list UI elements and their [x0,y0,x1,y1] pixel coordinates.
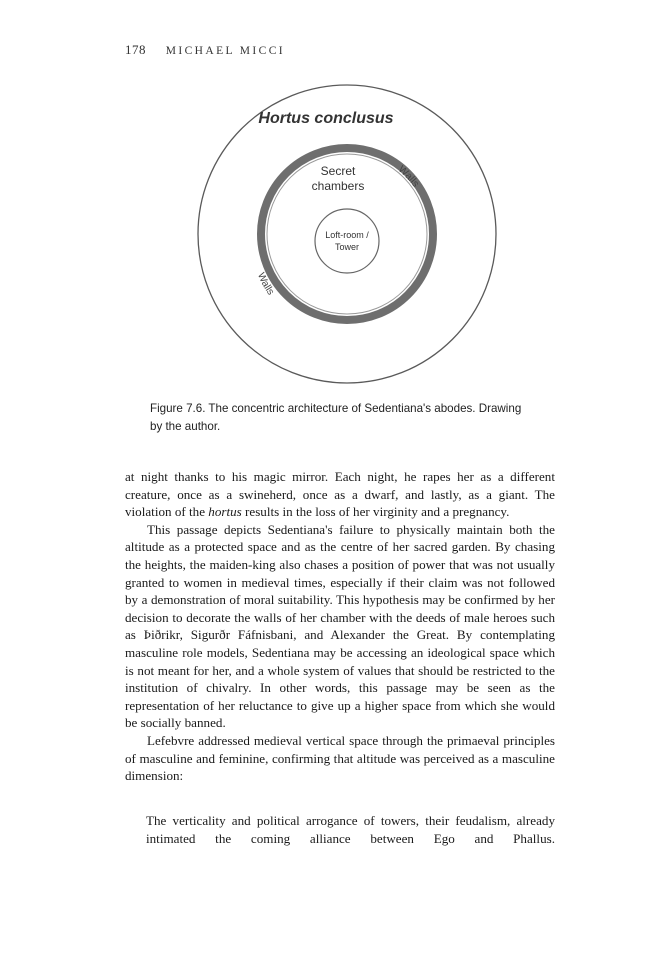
wall-label-upper: Walls [395,164,421,190]
inner-label-line1: Loft-room / [325,230,369,240]
paragraph-3: Lefebvre addressed medieval vertical space through the primaeval principles of masculine and feminine, confirming that altitude was perceived as a masculine dimension: [125,732,555,784]
concentric-diagram [196,83,498,385]
inner-circle [315,209,379,273]
running-head [125,42,285,58]
middle-label-line2: chambers [311,179,365,193]
running-head-author: MICHAEL MICCI [165,45,286,57]
paragraph-2: This passage depicts Sedentiana's failure to physically maintain both the altitude as a protected space and as the centre of her sacred garden. By chasing the heights, the maiden-king also chases a position of power that was not usually granted to women in medieval times, especially if their claim was not followed by a demonstration of moral suitability. This hypothesis may be confirmed by her decision to decorate the walls of her chamber with the deeds of male heroes such as Þiðrikr, Sigurðr Fáfnisbani, and Alexander the Great. By contemplating masculine role models, Sedentiana may be accessing an ideological space which is not meant for her, and a whole system of values that should be restricted to the institution of chivalry. In other words, this passage may be seen as the representation of her reluctance to give up a higher space from which she would be socially banned. [125,521,555,731]
block-quote [146,812,555,847]
figure-caption: Figure 7.6. The concentric architecture of Sedentiana's abodes. Drawing by the author. [150,402,522,433]
quote-text: The verticality and political arrogance of towers, their feudalism, already intimated the coming alliance between Ego and Phallus. [146,813,555,846]
body-text [125,468,555,785]
wall-label-lower: Walls [255,271,276,298]
middle-label-line1: Secret [320,164,356,178]
page-number: 178 [125,42,146,57]
hortus-emphasis: hortus [208,504,242,520]
inner-label-line2: Tower [334,242,360,252]
figure-title: Hortus conclusus [258,110,394,127]
paragraph-1: at night thanks to his magic mirror. Each night, he rapes her as a different creature, once as a swineherd, once as a dwarf, and lastly, as a giant. The violation of the hortus results in the loss of her virginity and a pregnancy. [125,469,555,520]
